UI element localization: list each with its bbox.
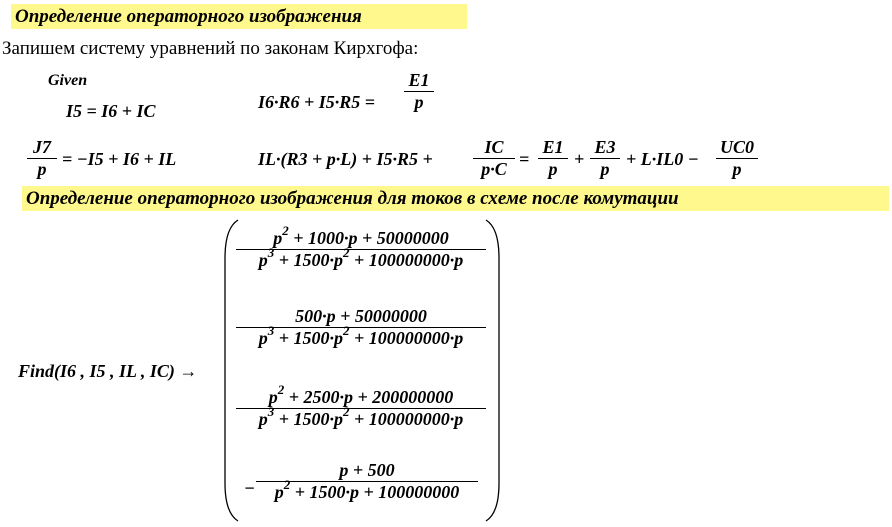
eq4-f3-num: E3	[594, 137, 616, 157]
eq1-equals: =	[86, 101, 97, 121]
eq4-plus: +	[574, 149, 585, 169]
result-i6-num: $p^2 + 1000\cdot p + 50000000$	[273, 223, 449, 248]
eq1-rhs: I6 + IC	[101, 101, 156, 121]
result-il-num: $p^2 + 2500\cdot p + 200000000$	[268, 382, 454, 407]
eq2-num: E1	[408, 70, 430, 90]
vector-right-paren	[484, 218, 502, 523]
equation-i5	[66, 100, 156, 122]
eq2-lhs: I6·R6 + I5·R5	[258, 92, 361, 112]
eq2-fraction	[404, 70, 434, 113]
result-i6	[236, 223, 486, 271]
eq4-fraction-e3	[590, 137, 620, 180]
eq3-equals: =	[62, 149, 73, 169]
eq2-den: p	[414, 92, 424, 112]
result-ic-den: $p^2 + 1500\cdot p + 100000000$	[274, 477, 460, 502]
result-ic	[256, 460, 478, 503]
eq4-equals: =	[519, 149, 530, 169]
eq4-f1-num: IC	[484, 137, 504, 157]
result-i5	[236, 306, 486, 349]
equation-kcl	[62, 148, 176, 170]
eq4-part1: IL·(R3 + p·L) + I5·R5 +	[258, 149, 433, 169]
eq3-num: J7	[33, 137, 51, 157]
result-il	[236, 382, 486, 430]
result-ic-sign: −	[244, 478, 255, 498]
eq4-f2-den: p	[548, 159, 558, 179]
eq3-lhs-fraction	[27, 137, 57, 180]
eq4-mid: + L·IL0 −	[626, 149, 699, 169]
result-i5-num: 500·p + 50000000	[295, 306, 427, 326]
equation-kvl-1-lhs	[258, 91, 375, 113]
eq1-lhs: I5	[66, 101, 83, 121]
eq4-f4-num: UC0	[719, 137, 754, 157]
eq4-fraction-ic	[473, 137, 515, 180]
given-keyword: Given	[48, 72, 88, 89]
eq4-fraction-e1	[538, 137, 568, 180]
eq4-f2-num: E1	[542, 137, 564, 157]
eq4-f3-den: p	[600, 159, 610, 179]
eq4-f1-den: p·C	[481, 159, 507, 179]
eq4-fraction-uc0	[716, 137, 758, 180]
section-heading-operator-image: Определение операторного изображения	[11, 4, 467, 29]
section-heading-currents-after-switching: Определение операторного изображения для токов в схеме после комутации	[22, 186, 889, 211]
result-i5-den: $p^3 + 1500\cdot p^2 + 100000000\cdot p$	[258, 323, 464, 348]
result-ic-num: p + 500	[339, 460, 395, 480]
eq2-equals: =	[364, 92, 376, 112]
result-il-den: $p^3 + 1500\cdot p^2 + 100000000\cdot p$	[258, 404, 464, 429]
find-expression: Find(I6 , I5 , IL , IC) →	[18, 361, 198, 381]
result-i6-den: $p^3 + 1500\cdot p^2 + 100000000\cdot p$	[258, 245, 464, 270]
eq3-den: p	[37, 159, 47, 179]
eq4-f4-den: p	[732, 159, 742, 179]
eq3-rhs: −I5 + I6 + IL	[76, 149, 177, 169]
intro-text: Запишем систему уравнений по законам Кирхгофа:	[2, 38, 419, 59]
